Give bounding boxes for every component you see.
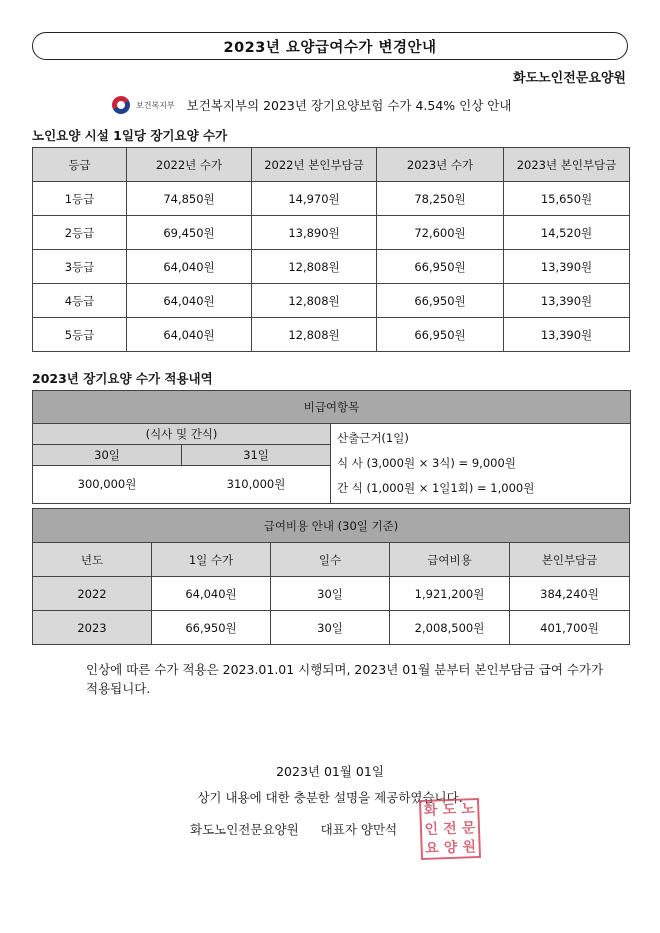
copay-2023-cell: 13,390원 bbox=[504, 284, 630, 318]
fee-section-title: 노인요양 시설 1일당 장기요양 수가 bbox=[32, 128, 228, 143]
days-cell: 30일 bbox=[271, 577, 390, 611]
days-30-label: 30일 bbox=[33, 445, 182, 466]
table-row bbox=[33, 318, 630, 352]
column-header: 1일 수가 bbox=[152, 543, 271, 577]
basis-meal: 식 사 (3,000원 × 3식) = 9,000원 bbox=[337, 456, 516, 470]
fee-table-header bbox=[33, 148, 630, 182]
copay-2022-cell: 14,970원 bbox=[252, 182, 377, 216]
basis-title: 산출근거(1일) bbox=[337, 431, 409, 445]
cost-table-title: 급여비용 안내 (30일 기준) bbox=[33, 509, 630, 543]
explanation-confirmation: 상기 내용에 대한 충분한 설명을 제공하였습니다. bbox=[197, 790, 463, 805]
column-header: 2022년 본인부담금 bbox=[252, 148, 377, 182]
fee-table bbox=[32, 147, 630, 352]
price-31-days: 310,000원 bbox=[226, 477, 286, 491]
daily-fee-cell: 64,040원 bbox=[152, 577, 271, 611]
grade-cell: 2등급 bbox=[33, 216, 127, 250]
grade-cell: 5등급 bbox=[33, 318, 127, 352]
table-row bbox=[33, 577, 630, 611]
fee-2022-cell: 74,850원 bbox=[127, 182, 252, 216]
ministry-name: 보건복지부 bbox=[136, 100, 175, 110]
fee-2023-cell: 66,950원 bbox=[377, 250, 504, 284]
copay-2022-cell: 12,808원 bbox=[252, 284, 377, 318]
cost-table bbox=[32, 508, 630, 645]
days-31-label: 31일 bbox=[182, 445, 330, 466]
official-seal: 화 도 노 인 전 문 요 양 원 bbox=[419, 798, 481, 860]
copay-2023-cell: 13,390원 bbox=[504, 250, 630, 284]
copay-cell: 401,700원 bbox=[510, 611, 630, 645]
fee-2023-cell: 72,600원 bbox=[377, 216, 504, 250]
copay-2022-cell: 12,808원 bbox=[252, 318, 377, 352]
copay-2023-cell: 15,650원 bbox=[504, 182, 630, 216]
signer-organization: 화도노인전문요양원 bbox=[190, 822, 299, 837]
copay-2022-cell: 12,808원 bbox=[252, 250, 377, 284]
meal-price-panel bbox=[33, 424, 330, 503]
application-notice: 인상에 따른 수가 적용은 2023.01.01 시행되며, 2023년 01월 분부터 본인부담금 급여 수가가 적용됩니다. bbox=[86, 662, 604, 696]
price-30-days: 300,000원 bbox=[77, 477, 137, 491]
document-date: 2023년 01월 01일 bbox=[276, 764, 384, 779]
copay-2022-cell: 13,890원 bbox=[252, 216, 377, 250]
table-row bbox=[33, 182, 630, 216]
noncovered-header: 비급여항목 bbox=[33, 391, 630, 424]
calculation-basis-panel bbox=[330, 424, 631, 503]
column-header: 일수 bbox=[271, 543, 390, 577]
page-title: 2023년 요양급여수가 변경안내 bbox=[223, 39, 437, 56]
grade-cell: 1등급 bbox=[33, 182, 127, 216]
column-header: 등급 bbox=[33, 148, 127, 182]
table-row bbox=[33, 216, 630, 250]
days-cell: 30일 bbox=[271, 611, 390, 645]
page-title-box bbox=[32, 32, 628, 60]
column-header: 급여비용 bbox=[390, 543, 510, 577]
fee-2023-cell: 78,250원 bbox=[377, 182, 504, 216]
column-header: 2022년 수가 bbox=[127, 148, 252, 182]
column-header: 2023년 본인부담금 bbox=[504, 148, 630, 182]
fee-2023-cell: 66,950원 bbox=[377, 318, 504, 352]
ministry-notice: 보건복지부의 2023년 장기요양보험 수가 4.54% 인상 안내 bbox=[186, 98, 512, 113]
fee-2022-cell: 64,040원 bbox=[127, 318, 252, 352]
fee-2022-cell: 64,040원 bbox=[127, 250, 252, 284]
signer-representative: 대표자 양만석 bbox=[320, 822, 398, 837]
grade-cell: 3등급 bbox=[33, 250, 127, 284]
table-row bbox=[33, 250, 630, 284]
ministry-notice-row bbox=[112, 95, 511, 115]
grade-cell: 4등급 bbox=[33, 284, 127, 318]
column-header: 2023년 수가 bbox=[377, 148, 504, 182]
table-row bbox=[33, 284, 630, 318]
basis-snack: 간 식 (1,000원 × 1일1회) = 1,000원 bbox=[337, 481, 535, 495]
cost-table-title-row bbox=[33, 509, 630, 543]
cost-table-header bbox=[33, 543, 630, 577]
signer-line bbox=[190, 820, 397, 838]
taegeuk-emblem-icon bbox=[109, 93, 134, 118]
organization-name: 화도노인전문요양원 bbox=[512, 71, 626, 86]
year-cell: 2022 bbox=[33, 577, 152, 611]
noncovered-box bbox=[32, 390, 631, 504]
benefit-cost-cell: 1,921,200원 bbox=[390, 577, 510, 611]
applied-section-title: 2023년 장기요양 수가 적용내역 bbox=[32, 371, 213, 386]
year-cell: 2023 bbox=[33, 611, 152, 645]
copay-cell: 384,240원 bbox=[510, 577, 630, 611]
copay-2023-cell: 14,520원 bbox=[504, 216, 630, 250]
fee-2022-cell: 64,040원 bbox=[127, 284, 252, 318]
benefit-cost-cell: 2,008,500원 bbox=[390, 611, 510, 645]
column-header: 본인부담금 bbox=[510, 543, 630, 577]
meal-label: (식사 및 간식) bbox=[33, 424, 330, 445]
fee-2023-cell: 66,950원 bbox=[377, 284, 504, 318]
fee-2022-cell: 69,450원 bbox=[127, 216, 252, 250]
daily-fee-cell: 66,950원 bbox=[152, 611, 271, 645]
column-header: 년도 bbox=[33, 543, 152, 577]
table-row bbox=[33, 611, 630, 645]
copay-2023-cell: 13,390원 bbox=[504, 318, 630, 352]
